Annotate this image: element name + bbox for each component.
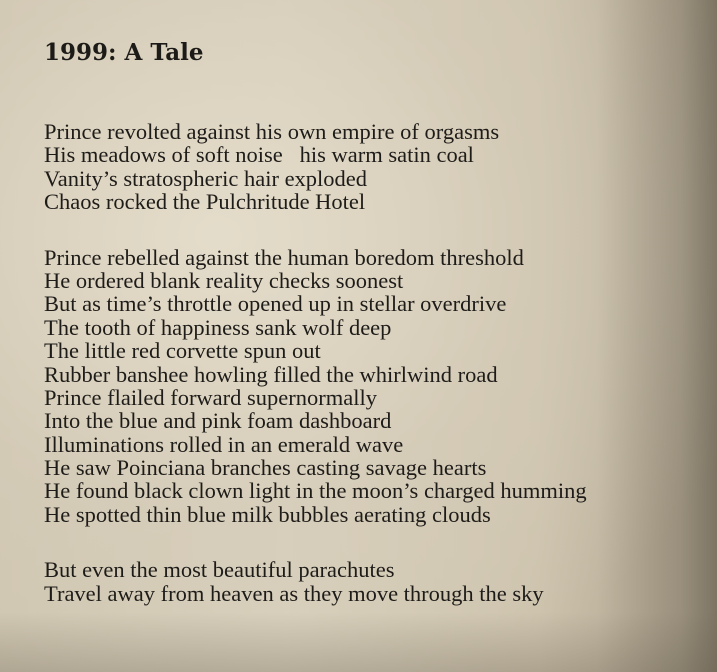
stanza-3	[44, 558, 587, 605]
poem-line: Vanity’s stratospheric hair exploded	[44, 165, 368, 191]
poem-line: He found black clown light in the moon’s charged humming	[44, 478, 587, 504]
poem-line: Prince rebelled against the human boredom threshold	[44, 244, 524, 270]
poem-line: Illuminations rolled in an emerald wave	[44, 431, 404, 457]
poem-line: He spotted thin blue milk bubbles aerating clouds	[44, 501, 491, 527]
page-shadow-right	[597, 0, 717, 672]
stanza-1	[44, 120, 587, 214]
stanza-2	[44, 246, 587, 527]
poem-line: But as time’s throttle opened up in stellar overdrive	[44, 291, 507, 317]
poem-body	[44, 120, 587, 605]
poem-line: He ordered blank reality checks soonest	[44, 267, 404, 293]
poem-line: Rubber banshee howling filled the whirlwind road	[44, 361, 498, 387]
poem-line: But even the most beautiful parachutes	[44, 557, 395, 583]
poem-line: Chaos rocked the Pulchritude Hotel	[44, 189, 366, 215]
poem-line: Into the blue and pink foam dashboard	[44, 408, 392, 434]
poem-title: 1999: A Tale	[44, 39, 204, 66]
poem-line: The little red corvette spun out	[44, 338, 321, 364]
poem-line: Travel away from heaven as they move through the sky	[44, 580, 544, 606]
poem-line: His meadows of soft noise his warm satin coal	[44, 142, 474, 168]
poem-line: Prince revolted against his own empire of orgasms	[44, 119, 500, 144]
page-shadow-bottom	[0, 612, 717, 672]
poem-line: The tooth of happiness sank wolf deep	[44, 314, 392, 340]
poem-line: He saw Poinciana branches casting savage hearts	[44, 455, 487, 481]
poem-line: Prince flailed forward supernormally	[44, 384, 378, 410]
